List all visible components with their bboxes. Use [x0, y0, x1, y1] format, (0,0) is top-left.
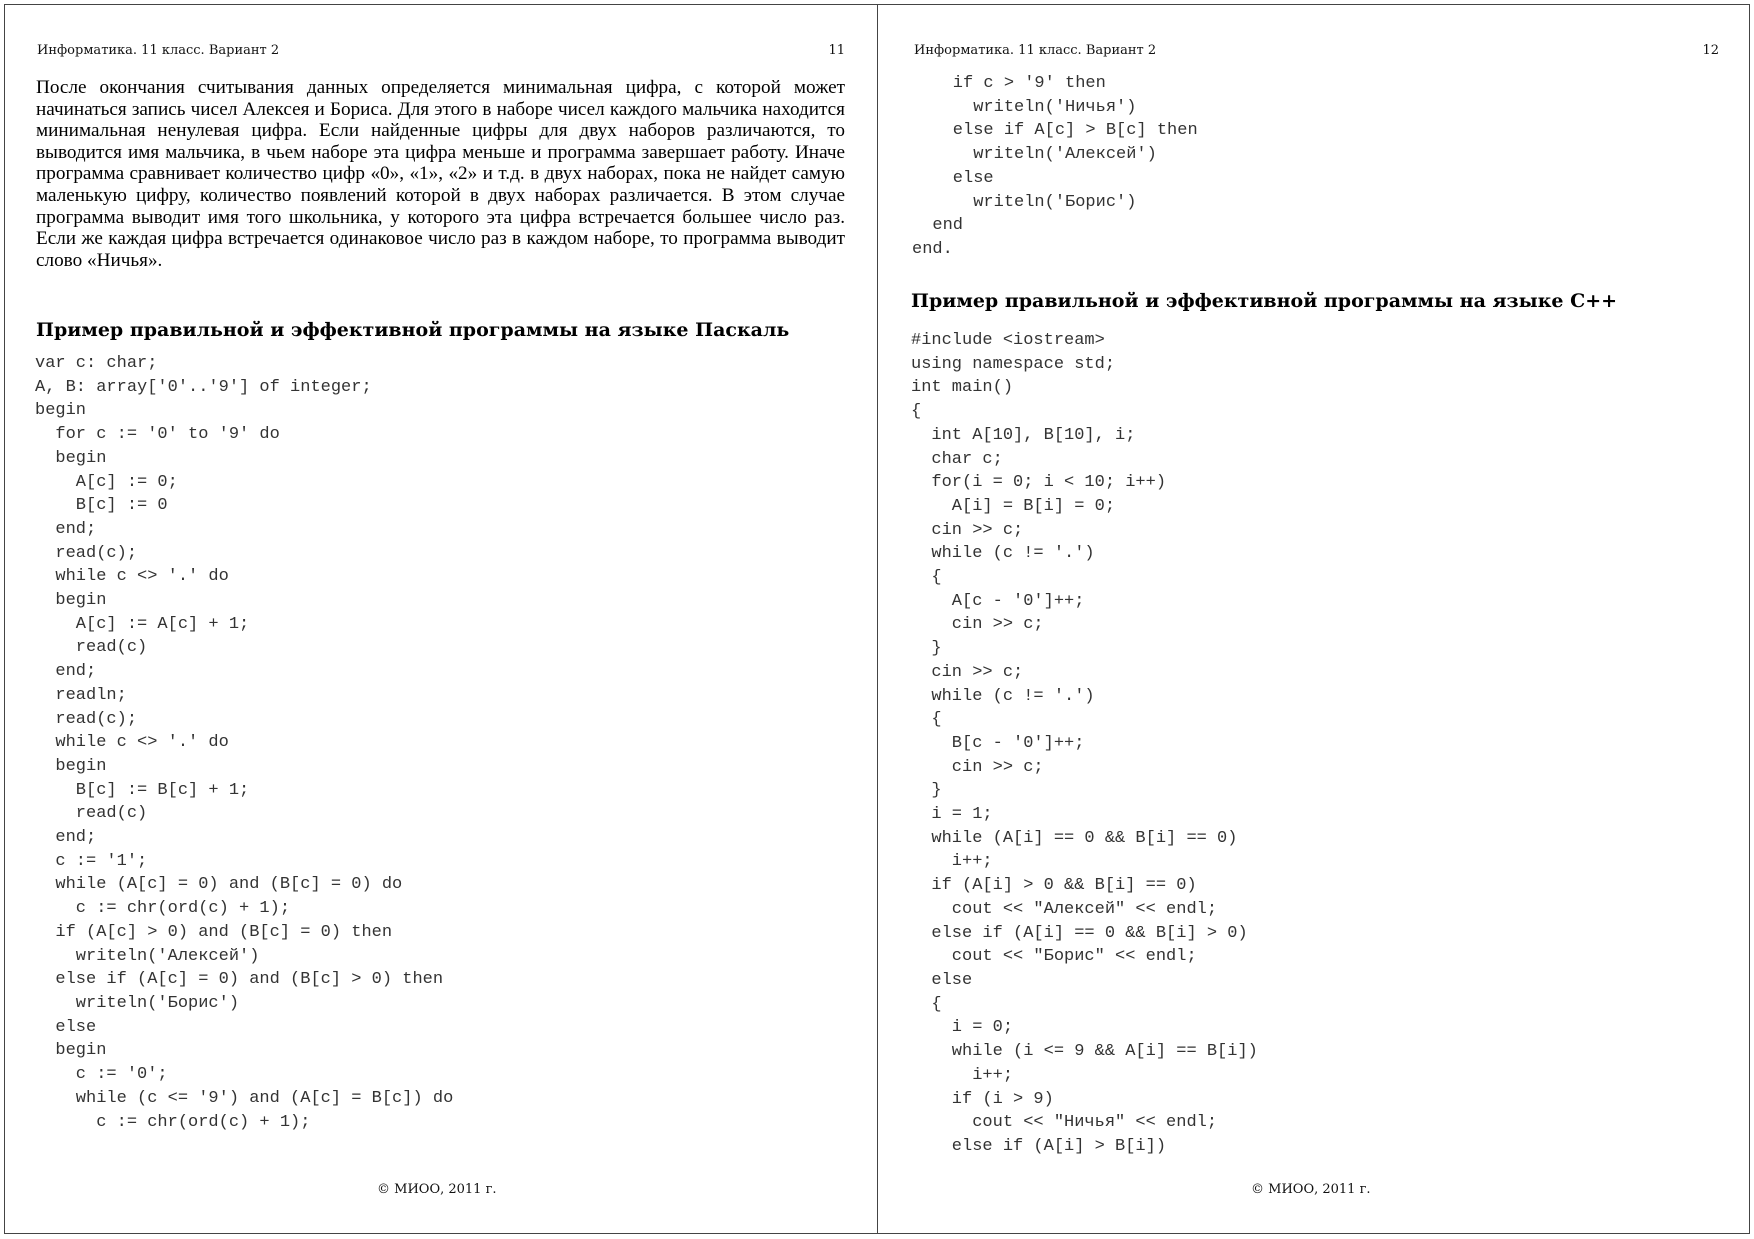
code-line: while (A[i] == 0 && B[i] == 0)	[911, 828, 1238, 848]
pascal-code-block	[35, 352, 453, 1134]
code-line: }	[911, 639, 942, 659]
code-line: A[c] := A[c] + 1;	[35, 614, 250, 634]
code-line: {	[911, 994, 942, 1014]
pascal-code-continuation	[912, 72, 1198, 262]
code-line: while (c != '.')	[911, 544, 1095, 564]
page-number: 12	[1702, 43, 1719, 58]
code-line: read(c)	[35, 638, 148, 658]
code-line: cout << "Борис" << endl;	[911, 947, 1197, 967]
code-line: {	[911, 710, 942, 730]
code-line: if (A[i] > 0 && B[i] == 0)	[911, 876, 1197, 896]
code-line: var c: char;	[35, 354, 158, 373]
code-line: }	[911, 781, 942, 801]
code-line: cin >> c;	[911, 662, 1024, 682]
code-line: else if A[c] > B[c] then	[912, 121, 1198, 141]
code-line: if c > '9' then	[912, 74, 1106, 93]
code-line: else	[912, 168, 994, 188]
code-line: A[c] := 0;	[35, 472, 178, 492]
code-line: B[c] := B[c] + 1;	[35, 780, 250, 800]
code-line: i++;	[911, 1065, 1014, 1085]
code-line: {	[911, 568, 942, 588]
code-line: A, B: array['0'..'9'] of integer;	[35, 377, 372, 397]
code-line: i = 1;	[911, 805, 993, 825]
code-line: A[i] = B[i] = 0;	[911, 496, 1116, 516]
code-line: else	[911, 970, 973, 990]
code-line: readln;	[35, 685, 127, 705]
code-line: cout << "Ничья" << endl;	[911, 1113, 1218, 1133]
code-line: c := chr(ord(c) + 1);	[35, 1112, 311, 1132]
code-line: while (c != '.')	[911, 686, 1095, 706]
code-line: begin	[35, 401, 87, 421]
code-line: end;	[35, 828, 97, 848]
cpp-section-heading: Пример правильной и эффективной программы на языке С++	[911, 290, 1618, 312]
code-line: else if (A[i] > B[i])	[911, 1136, 1167, 1156]
code-line: c := chr(ord(c) + 1);	[35, 899, 291, 919]
code-line: c := '0';	[35, 1065, 168, 1085]
code-line: read(c);	[35, 709, 138, 729]
code-line: end	[912, 216, 964, 236]
page-header-title: Информатика. 11 класс. Вариант 2	[37, 43, 280, 58]
code-line: writeln('Борис')	[912, 192, 1137, 212]
pascal-section-heading: Пример правильной и эффективной программы на языке Паскаль	[36, 319, 790, 341]
code-line: cin >> c;	[911, 520, 1024, 540]
code-line: read(c)	[35, 804, 148, 824]
left-page	[4, 4, 878, 1234]
code-line: end;	[35, 519, 97, 539]
code-line: begin	[35, 756, 107, 776]
code-line: using namespace std;	[911, 354, 1116, 374]
code-line: while (A[c] = 0) and (B[c] = 0) do	[35, 875, 403, 895]
code-line: char c;	[911, 449, 1003, 469]
code-line: c := '1';	[35, 851, 148, 871]
code-line: A[c - '0']++;	[911, 591, 1085, 611]
cpp-code-block	[911, 329, 1258, 1159]
code-line: else	[35, 1017, 97, 1037]
code-line: int main()	[911, 378, 1014, 398]
page-footer: © МИОО, 2011 г.	[377, 1182, 497, 1197]
code-line: writeln('Борис')	[35, 993, 240, 1013]
code-line: read(c);	[35, 543, 138, 563]
explanation-paragraph: После окончания считывания данных определяется минимальная цифра, с которой может начинаться запись чисел Алексея и Бориса. Для этого в наборе чисел каждого мальчика находится минимальная ненулевая цифра. Если найденные цифры для двух наборов различаются, то выводится имя мальчика, в чьем наборе эта цифра меньше и программа завершает работу. Иначе программа сравнивает количество цифр «0», «1», «2» и т.д. в двух наборах, пока не найдет самую маленькую цифру, количество появлений которой в двух наборах различается. В этом случае программа выводит имя того школьника, у которого эта цифра встречается большее число раз. Если же каждая цифра встречается одинаковое число раз в каждом наборе, то программа выводит слово «Ничья».	[36, 77, 845, 271]
code-line: end.	[912, 239, 953, 259]
code-line: while (c <= '9') and (A[c] = B[c]) do	[35, 1088, 454, 1108]
code-line: begin	[35, 1041, 107, 1061]
code-line: cin >> c;	[911, 757, 1044, 777]
code-line: for c := '0' to '9' do	[35, 425, 280, 445]
code-line: else if (A[i] == 0 && B[i] > 0)	[911, 923, 1248, 943]
code-line: while (i <= 9 && A[i] == B[i])	[911, 1042, 1258, 1062]
code-line: begin	[35, 591, 107, 611]
code-line: while c <> '.' do	[35, 567, 229, 587]
code-line: writeln('Алексей')	[35, 946, 260, 966]
code-line: if (i > 9)	[911, 1089, 1054, 1109]
code-line: for(i = 0; i < 10; i++)	[911, 473, 1167, 493]
right-page	[877, 4, 1750, 1234]
code-line: #include <iostream>	[911, 331, 1105, 350]
page-footer: © МИОО, 2011 г.	[1251, 1182, 1371, 1197]
code-line: writeln('Ничья')	[912, 97, 1137, 117]
code-line: cout << "Алексей" << endl;	[911, 899, 1218, 919]
code-line: {	[911, 402, 922, 422]
code-line: if (A[c] > 0) and (B[c] = 0) then	[35, 922, 393, 942]
code-line: i = 0;	[911, 1018, 1014, 1038]
code-line: while c <> '.' do	[35, 733, 229, 753]
code-line: B[c - '0']++;	[911, 733, 1085, 753]
page-header-title: Информатика. 11 класс. Вариант 2	[914, 43, 1157, 58]
code-line: int A[10], B[10], i;	[911, 425, 1136, 445]
code-line: cin >> c;	[911, 615, 1044, 635]
code-line: end;	[35, 662, 97, 682]
code-line: i++;	[911, 852, 993, 872]
code-line: else if (A[c] = 0) and (B[c] > 0) then	[35, 970, 444, 990]
code-line: writeln('Алексей')	[912, 145, 1157, 165]
code-line: begin	[35, 448, 107, 468]
code-line: B[c] := 0	[35, 496, 168, 516]
page-number: 11	[828, 43, 845, 58]
